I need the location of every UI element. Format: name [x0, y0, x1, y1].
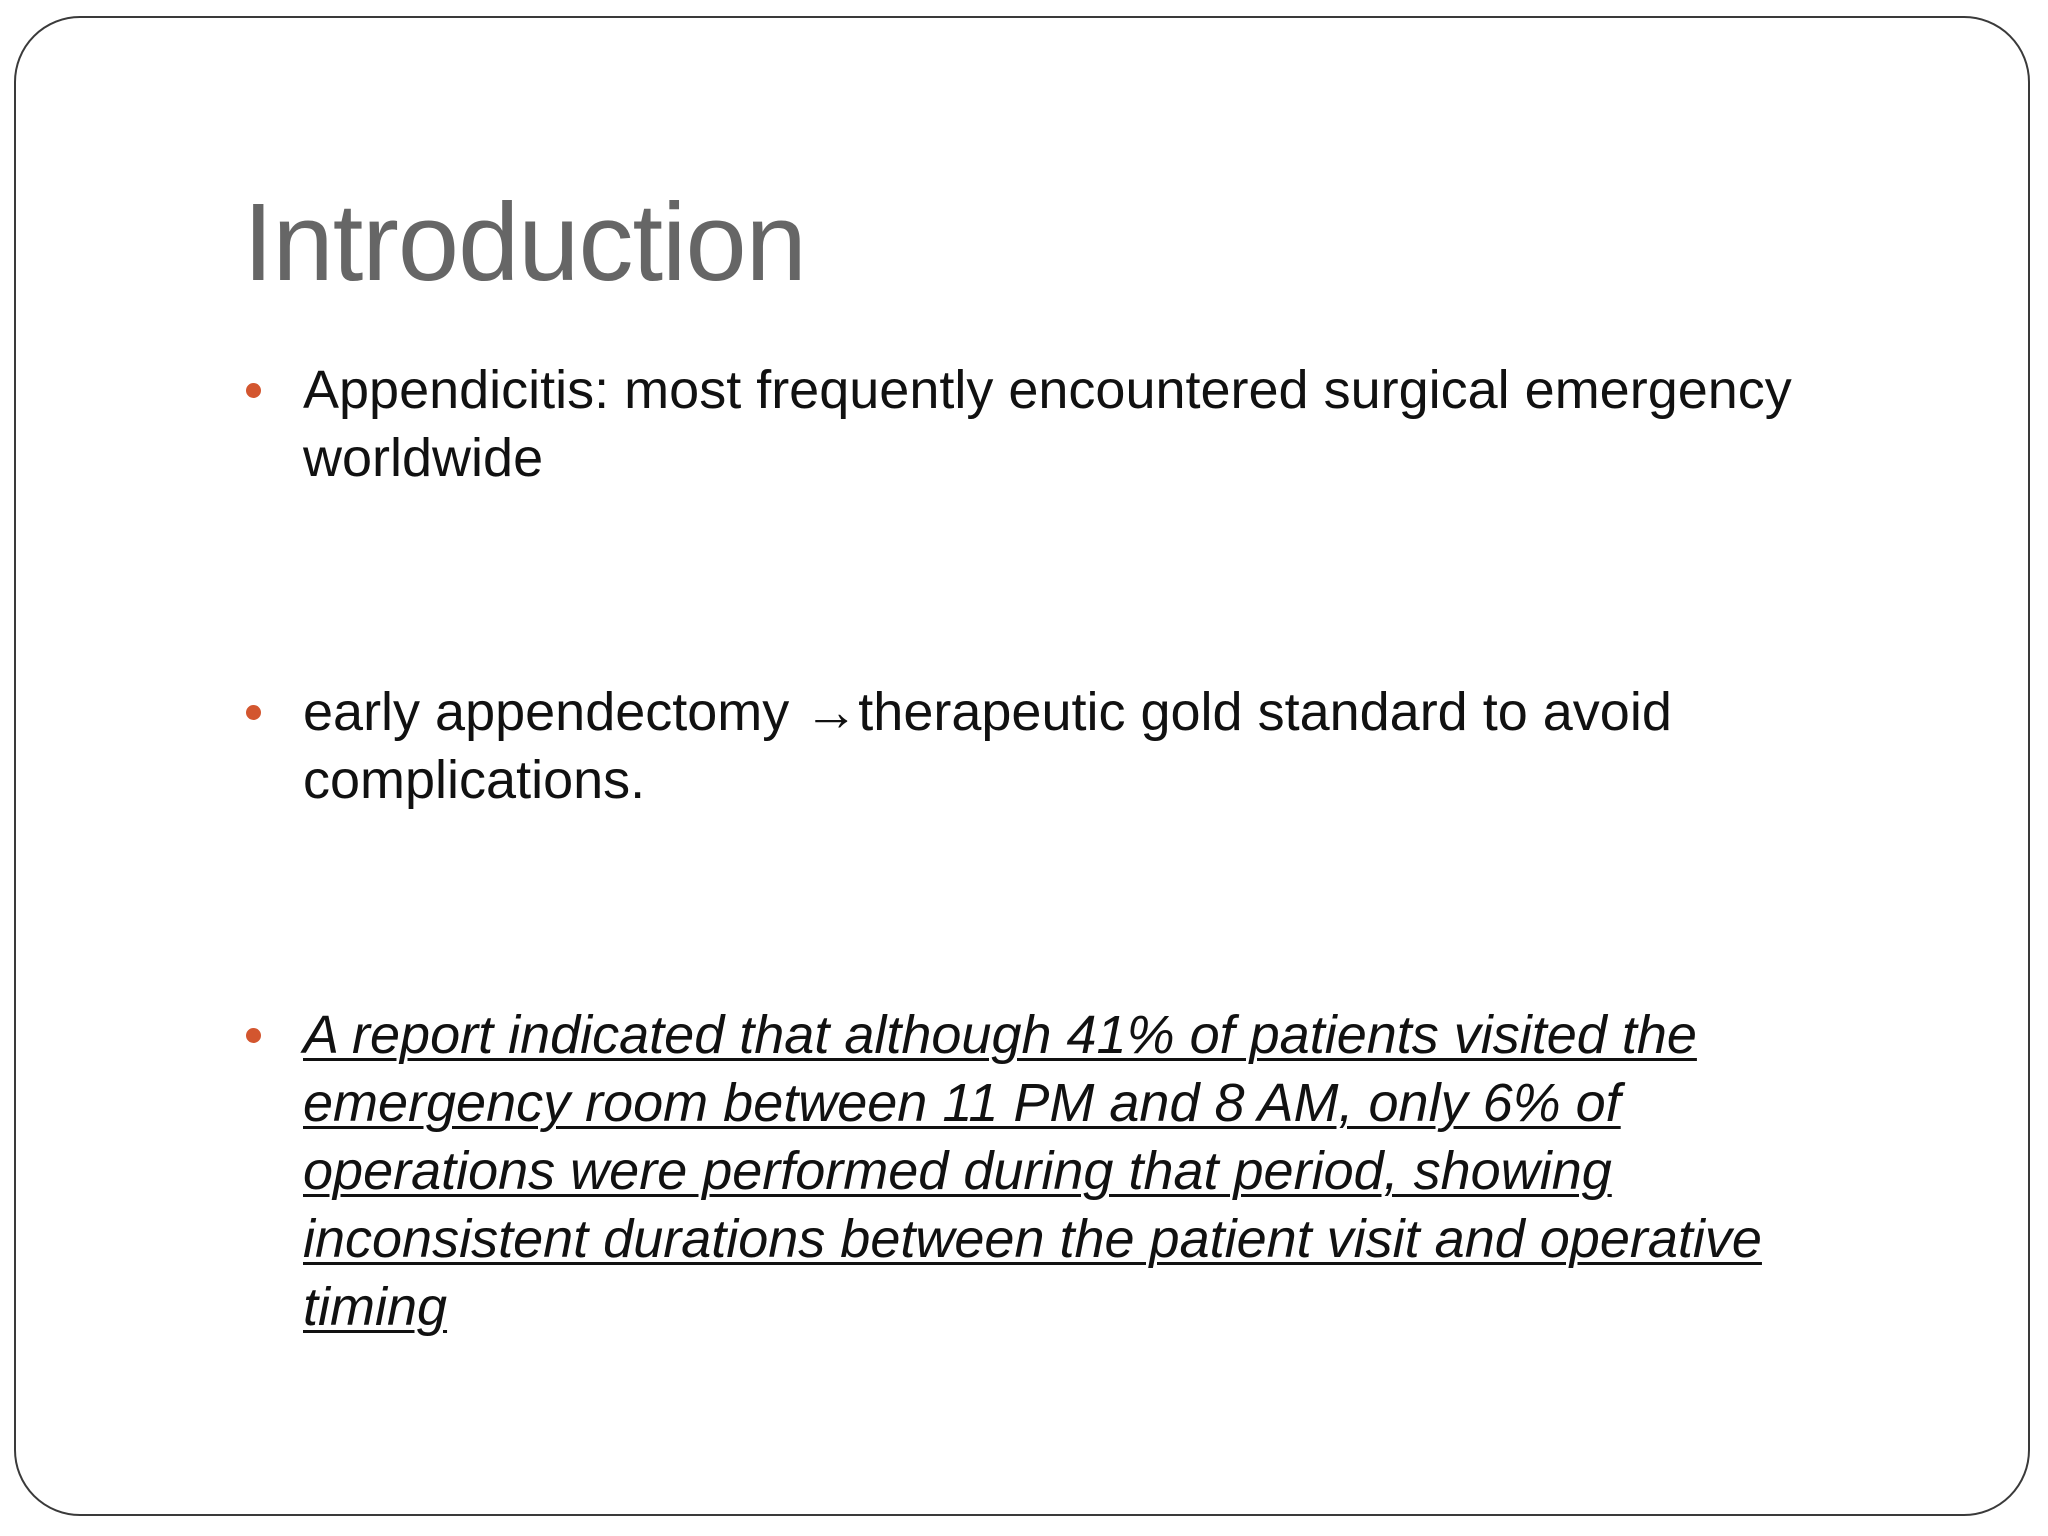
slide-title: Introduction — [243, 181, 806, 304]
bullet-item — [236, 678, 1896, 814]
bullet-text: early appendectomy →therapeutic gold standard to avoid complications. — [303, 682, 1672, 810]
bullet-item — [236, 1001, 1896, 1341]
bullet-text-emphasized: A report indicated that although 41% of patients visited the emergency room between 11 PM and 8 AM, only 6% of operations were performed during that period, showing inconsistent durations between the patient visit and operative timing — [303, 1005, 1762, 1337]
bullet-text: Appendicitis: most frequently encountered surgical emergency worldwide — [303, 360, 1792, 488]
bullet-dot-icon — [246, 383, 261, 398]
bullet-dot-icon — [246, 705, 261, 720]
bullet-item — [236, 356, 1896, 492]
slide-frame — [14, 16, 2030, 1516]
bullet-dot-icon — [246, 1028, 261, 1043]
